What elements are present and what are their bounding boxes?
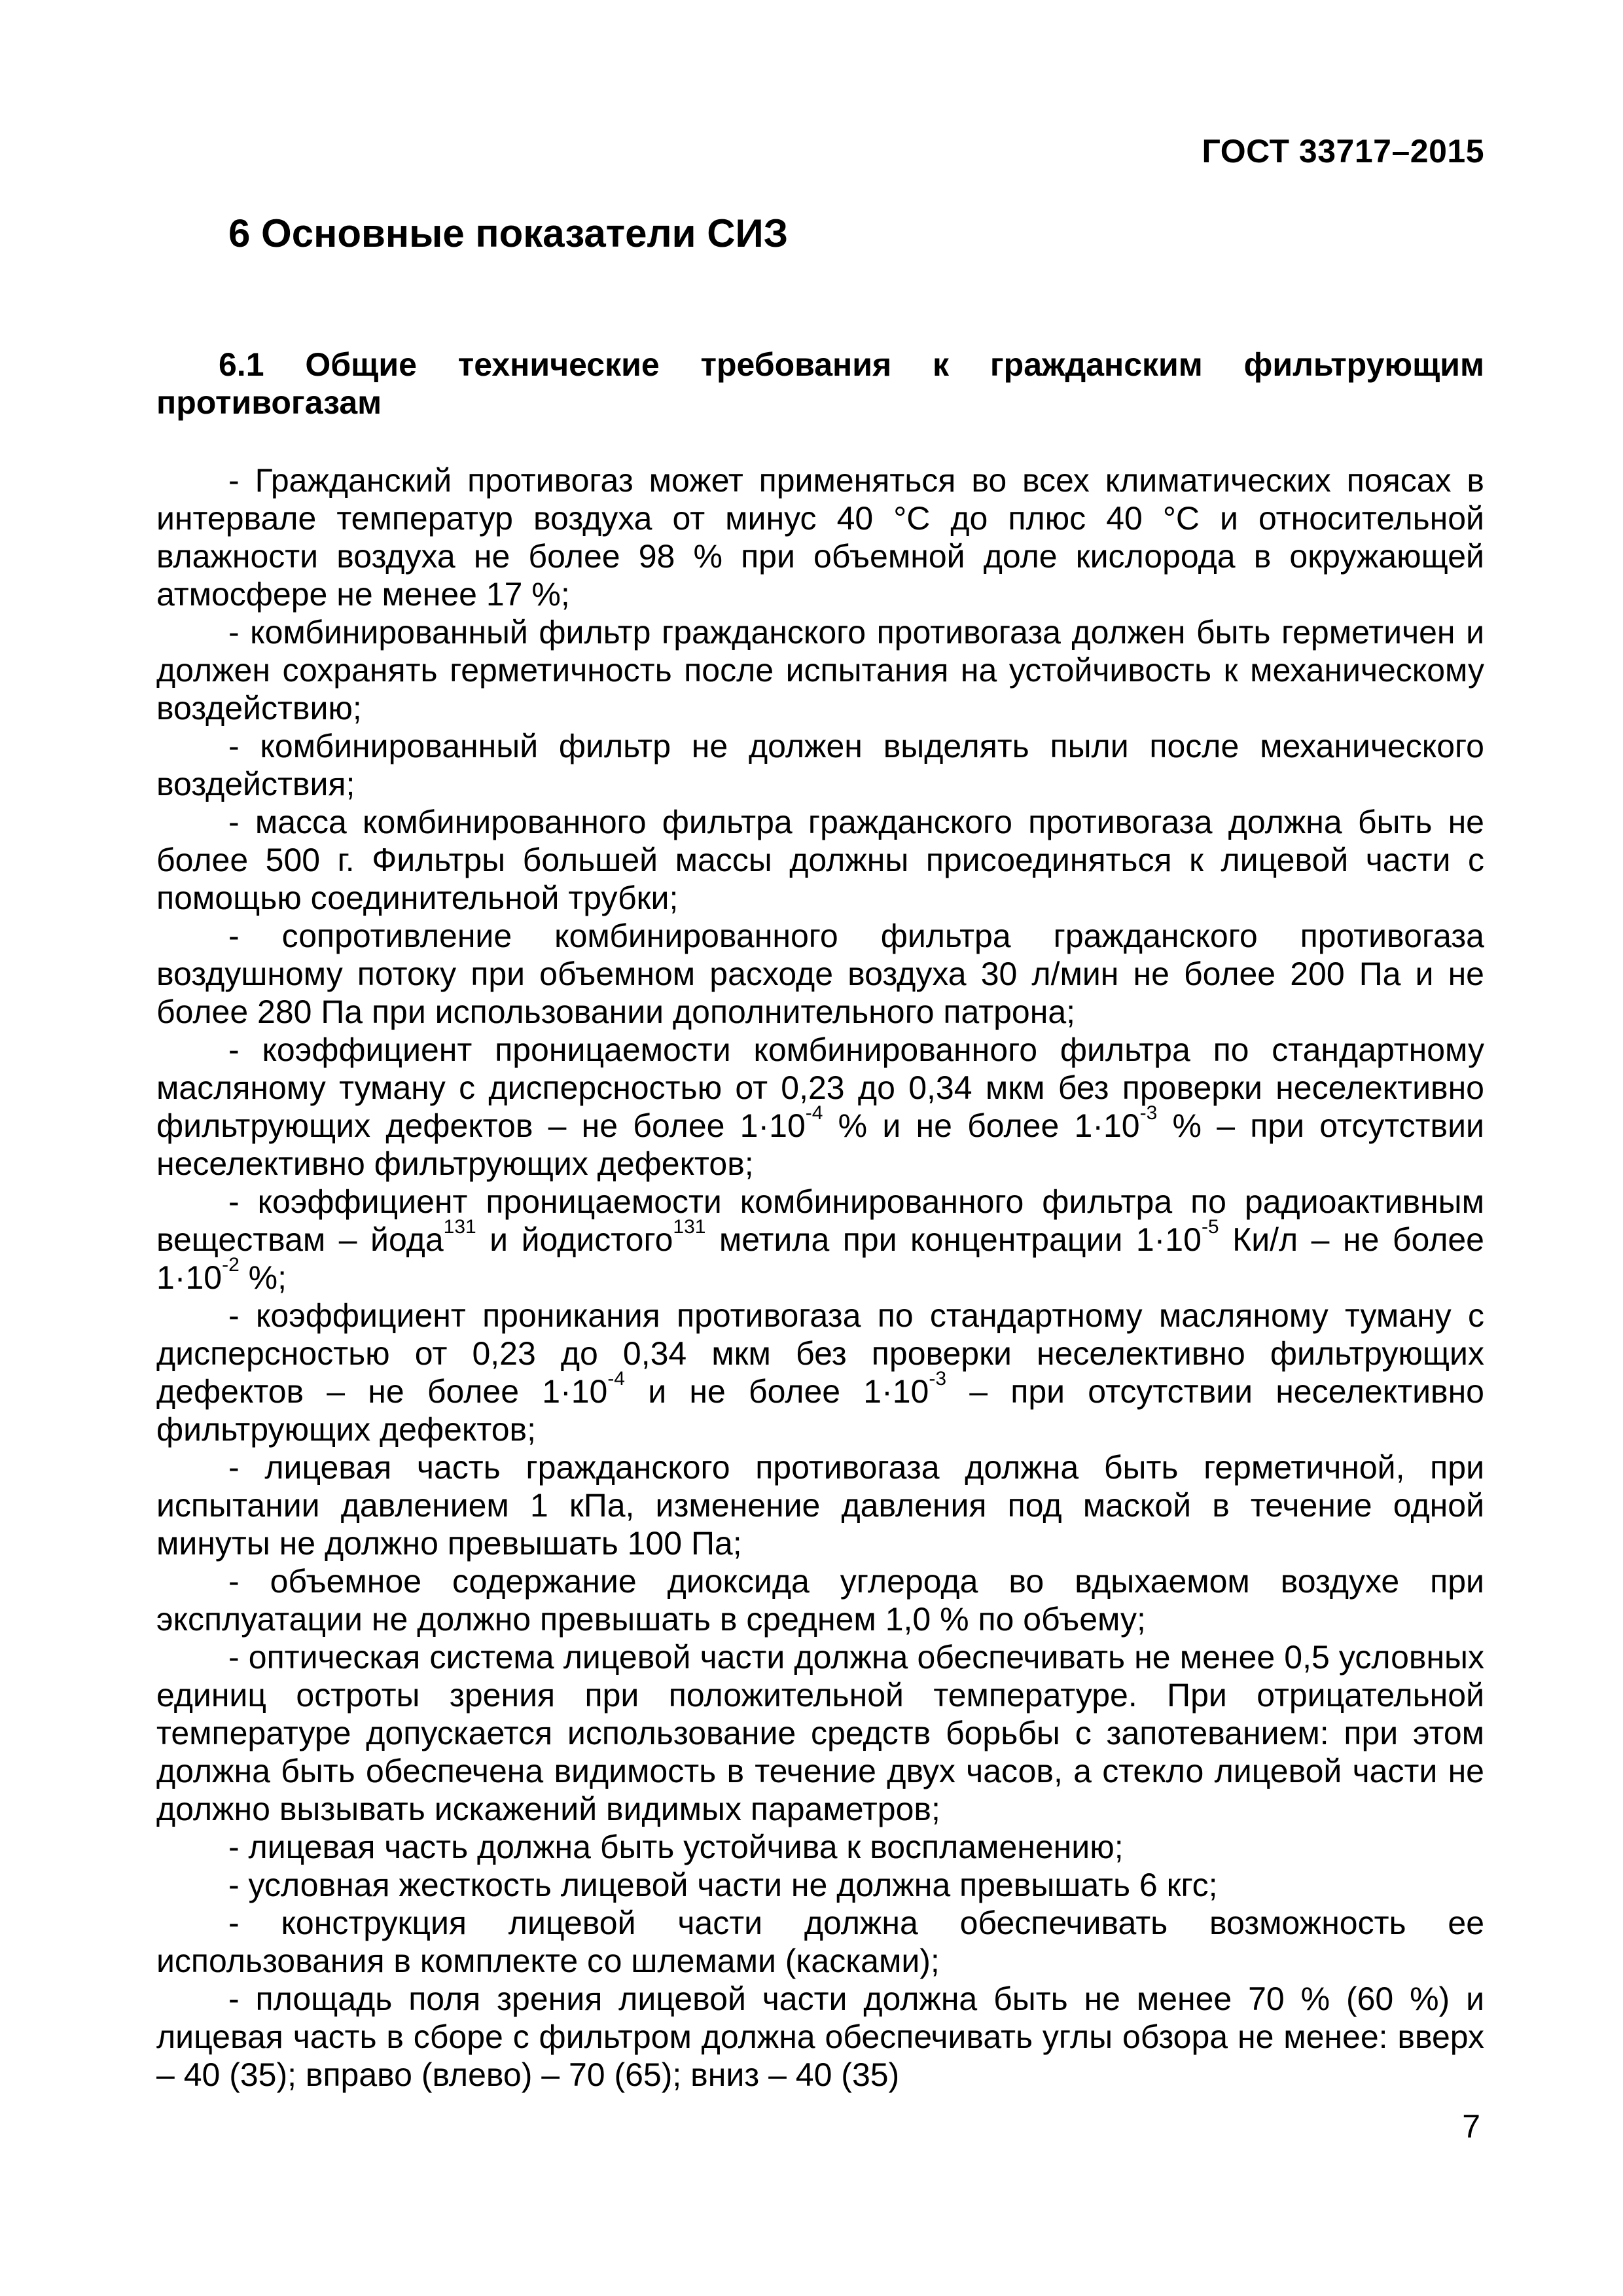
superscript: -3 [929,1368,947,1390]
text-segment: метила при концентрации 1·10 [705,1221,1202,1258]
section-title: 6 Основные показатели СИЗ [228,211,789,255]
text-segment: и не более 1·10 [625,1373,929,1410]
text-segment: % – при отсутствии неселективно фильтрующих дефектов; [156,1107,1484,1182]
superscript: -4 [607,1368,625,1390]
list-item: - комбинированный фильтр не должен выделять пыли после механического воздействия; [156,728,1484,802]
text-segment: и йодистого [476,1221,673,1258]
subsection-title [156,346,1484,422]
page-number: 7 [1462,2108,1480,2145]
list-item: - лицевая часть гражданского противогаза должна быть герметичной, при испытании давлением 1 кПа, изменение давления под маской в течение одной минуты не должно превышать 100 Па; [156,1449,1484,1562]
text-segment: - коэффициент проникания противогаза по стандартному масляному туману с дисперсностью от 0,23 до 0,34 мкм без проверки неселективно фильтрующих дефектов – не более 1·10 [156,1297,1484,1410]
superscript: -5 [1201,1216,1219,1238]
list-item: - масса комбинированного фильтра гражданского противогаза должна быть не более 500 г. Фильтры большей массы должны присоединяться к лицевой части с помощью соединительной трубки; [156,804,1484,916]
list-item [156,1297,1484,1448]
superscript: -2 [222,1254,240,1276]
text-segment: %; [239,1259,287,1296]
list-item: - лицевая часть должна быть устойчива к воспламенению; [228,1829,1124,1865]
list-item: - условная жесткость лицевой части не должна превышать 6 кгс; [228,1867,1218,1903]
text-segment: – при отсутствии неселективно фильтрующих дефектов; [156,1373,1484,1448]
document-code: ГОСТ 33717–2015 [1202,133,1484,170]
list-item [156,1031,1484,1183]
list-item: - комбинированный фильтр гражданского противогаза должен быть герметичен и должен сохранять герметичность после испытания на устойчивость к механическому воздействию; [156,614,1484,726]
list-item: - площадь поля зрения лицевой части должна быть не менее 70 % (60 %) и лицевая часть в сборе с фильтром должна обеспечивать углы обзора не менее: вверх – 40 (35); вправо (влево) – 70 (65); вниз – 40 (35) [156,1981,1484,2093]
subsection-title-text: Общие технические требования к гражданским фильтрующим противогазам [156,346,1484,421]
list-item: - Гражданский противогаз может применяться во всех климатических поясах в интервале температур воздуха от минус 40 °С до плюс 40 °С и относительной влажности воздуха не более 98 % при объемной доле кислорода в окружающей атмосфере не менее 17 %; [156,462,1484,613]
list-item: - объемное содержание диоксида углерода во вдыхаемом воздухе при эксплуатации не должно превышать в среднем 1,0 % по объему; [156,1563,1484,1638]
list-item: - сопротивление комбинированного фильтра гражданского противогаза воздушному потоку при объемном расходе воздуха 30 л/мин не более 200 Па и не более 280 Па при использовании дополнительного патрона; [156,918,1484,1030]
list-item: - оптическая система лицевой части должна обеспечивать не менее 0,5 условных единиц остроты зрения при положительной температуре. При отрицательной температуре допускается использование средств борьбы с запотеванием: при этом должна быть обеспечена видимость в течение двух часов, а стекло лицевой части не должно вызывать искажений видимых параметров; [156,1639,1484,1827]
list-item: - конструкция лицевой части должна обеспечивать возможность ее использования в комплекте со шлемами (касками); [156,1905,1484,1979]
superscript: 131 [673,1216,706,1238]
superscript: 131 [443,1216,476,1238]
superscript: -3 [1139,1102,1158,1124]
subsection-number: 6.1 [219,346,264,383]
text-segment: - коэффициент проницаемости комбинированного фильтра по стандартному масляному туману с дисперсностью от 0,23 до 0,34 мкм без проверки неселективно фильтрующих дефектов – не более 1·10 [156,1031,1484,1144]
text-segment: Ки/л – не более 1·10 [156,1221,1484,1296]
superscript: -4 [805,1102,823,1124]
text-segment: % и не более 1·10 [823,1107,1140,1144]
requirements-list [156,461,1484,2094]
text-segment: - коэффициент проницаемости комбинированного фильтра по радиоактивным веществам – йода [156,1183,1484,1258]
list-item [156,1183,1484,1297]
